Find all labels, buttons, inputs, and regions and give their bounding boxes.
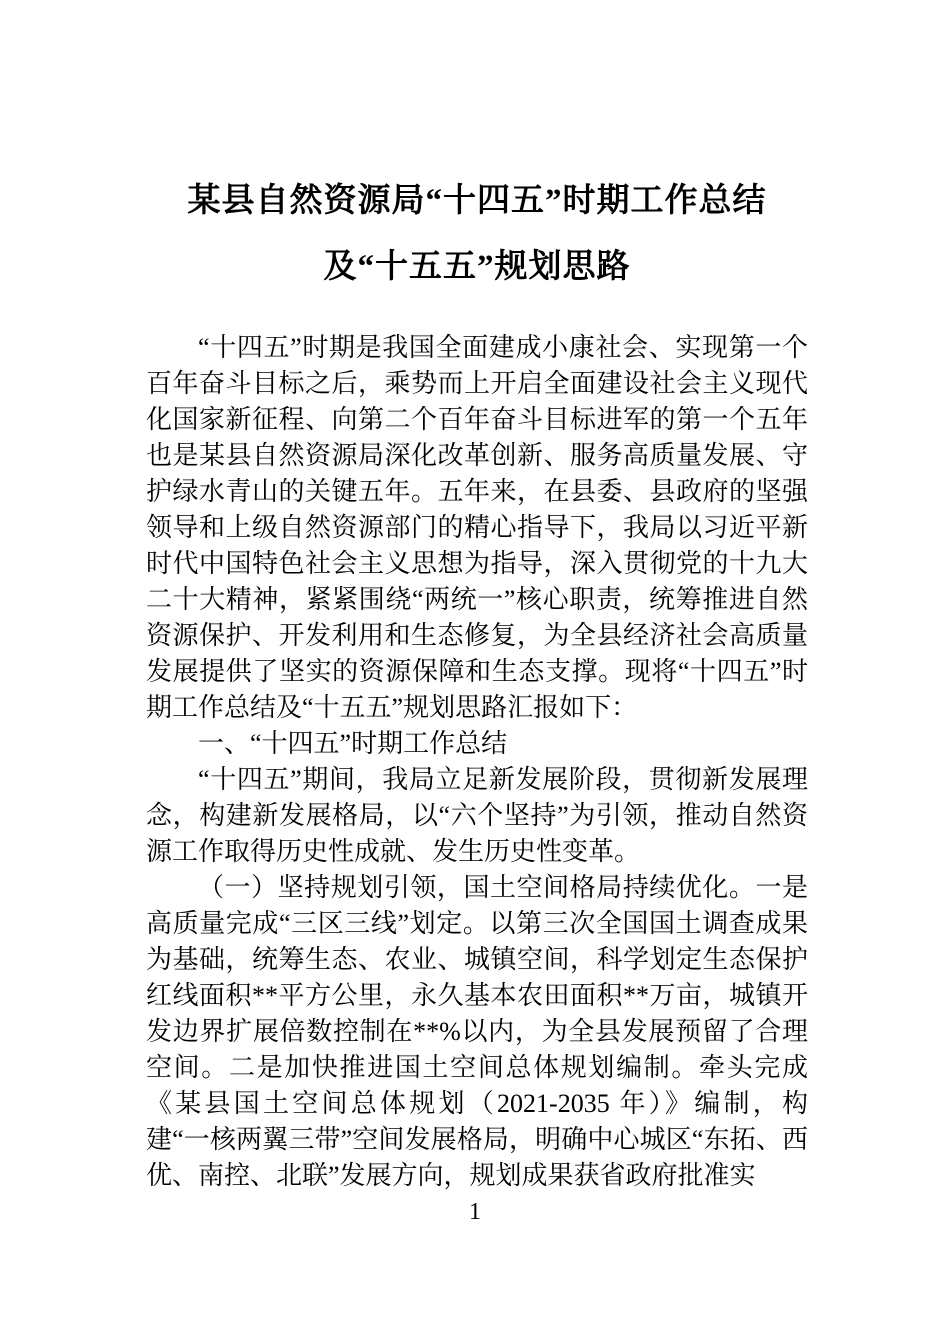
section-heading-1: 一、“十四五”时期工作总结 (198, 729, 508, 758)
document-body (146, 330, 808, 1194)
title-line-1: 某县自然资源局“十四五”时期工作总结 (187, 183, 767, 219)
title-line-2: 及“十五五”规划思路 (323, 249, 631, 285)
document-title (146, 168, 808, 300)
paragraph-section-1-1: （一）坚持规划引领，国土空间格局持续优化。一是高质量完成“三区三线”划定。以第三次全国国土调查成果为基础，统筹生态、农业、城镇空间，科学划定生态保护红线面积**平方公里，永久基本农田面积**万亩，城镇开发边界扩展倍数控制在**%以内，为全县发展预留了合理空间。二是加快推进国土空间总体规划编制。牵头完成《某县国土空间总体规划（2021-2035 年）》编制，构建“一核两翼三带”空间发展格局，明确中心城区“东拓、西优、南控、北联”发展方向，规划成果获省政府批准实 (146, 873, 808, 1190)
page-number: 1 (469, 1199, 481, 1225)
paragraph-overview: “十四五”期间，我局立足新发展阶段，贯彻新发展理念，构建新发展格局，以“六个坚持”为引领，推动自然资源工作取得历史性成就、发生历史性变革。 (146, 765, 808, 866)
paragraph-intro: “十四五”时期是我国全面建成小康社会、实现第一个百年奋斗目标之后，乘势而上开启全面建设社会主义现代化国家新征程、向第二个百年奋斗目标进军的第一个五年也是某县自然资源局深化改革创新、服务高质量发展、守护绿水青山的关键五年。五年来，在县委、县政府的坚强领导和上级自然资源部门的精心指导下，我局以习近平新时代中国特色社会主义思想为指导，深入贯彻党的十九大二十大精神，紧紧围绕“两统一”核心职责，统筹推进自然资源保护、开发利用和生态修复，为全县经济社会高质量发展提供了坚实的资源保障和生态支撑。现将“十四五”时期工作总结及“十五五”规划思路汇报如下： (146, 333, 808, 722)
